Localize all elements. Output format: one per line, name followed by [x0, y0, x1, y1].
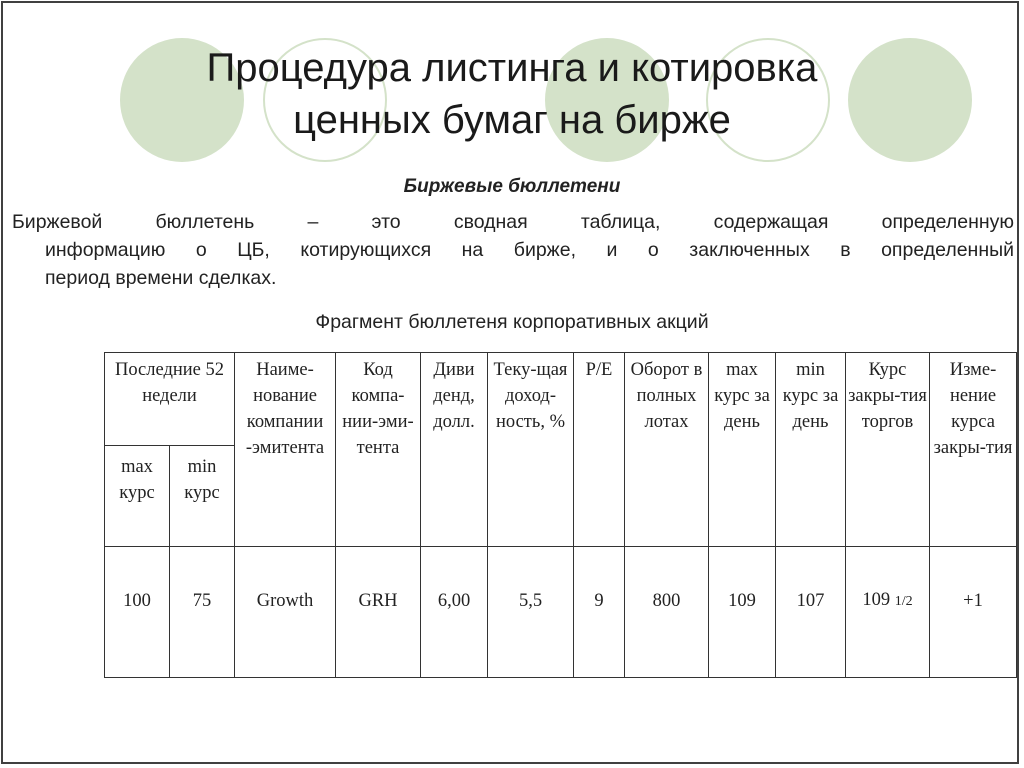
close-whole: 109 [862, 590, 891, 610]
table-caption: Фрагмент бюллетеня корпоративных акций [315, 311, 709, 333]
cell-company: Growth [235, 547, 336, 678]
close-fraction: 1/2 [894, 594, 913, 609]
cell-yield: 5,5 [488, 547, 574, 678]
header-change: Изме-нение курса закры-тия [930, 353, 1017, 547]
header-max-day: max курс за день [709, 353, 776, 547]
slide-title [0, 42, 1024, 146]
title-line-1: Процедура листинга и котировка [206, 46, 818, 90]
header-yield: Теку-щая доход-ность, % [488, 353, 574, 547]
cell-dividend: 6,00 [421, 547, 488, 678]
header-company: Наиме-нование компании -эмитента [235, 353, 336, 547]
cell-max-52: 100 [105, 547, 170, 678]
header-52-weeks: Последние 52 недели [105, 353, 235, 446]
definition-line-2: информацию о ЦБ, котирующихся на бирже, и о заключенных в определенный [45, 239, 1014, 261]
table-row [105, 547, 1017, 678]
title-line-2: ценных бумаг на бирже [293, 98, 731, 142]
subheader-max-52: max курс [105, 446, 170, 547]
header-row [105, 353, 1017, 446]
definition-line-1: Биржевой бюллетень – это сводная таблица, содержащая определенную [12, 211, 1014, 233]
cell-max-day: 109 [709, 547, 776, 678]
cell-pe: 9 [574, 547, 625, 678]
cell-close [846, 547, 930, 678]
cell-turnover: 800 [625, 547, 709, 678]
header-close: Курс закры-тия торгов [846, 353, 930, 547]
section-subtitle: Биржевые бюллетени [403, 176, 621, 197]
cell-min-day: 107 [776, 547, 846, 678]
bulletin-table [104, 352, 1017, 678]
cell-code: GRH [336, 547, 421, 678]
subheader-min-52: min курс [170, 446, 235, 547]
header-dividend: Диви денд, долл. [421, 353, 488, 547]
definition-line-3: период времени сделках. [45, 267, 277, 289]
header-pe: P/E [574, 353, 625, 547]
header-min-day: min курс за день [776, 353, 846, 547]
definition-paragraph [12, 208, 1014, 292]
cell-min-52: 75 [170, 547, 235, 678]
cell-change: +1 [930, 547, 1017, 678]
header-code: Код компа-нии-эми-тента [336, 353, 421, 547]
header-turnover: Оборот в полных лотах [625, 353, 709, 547]
